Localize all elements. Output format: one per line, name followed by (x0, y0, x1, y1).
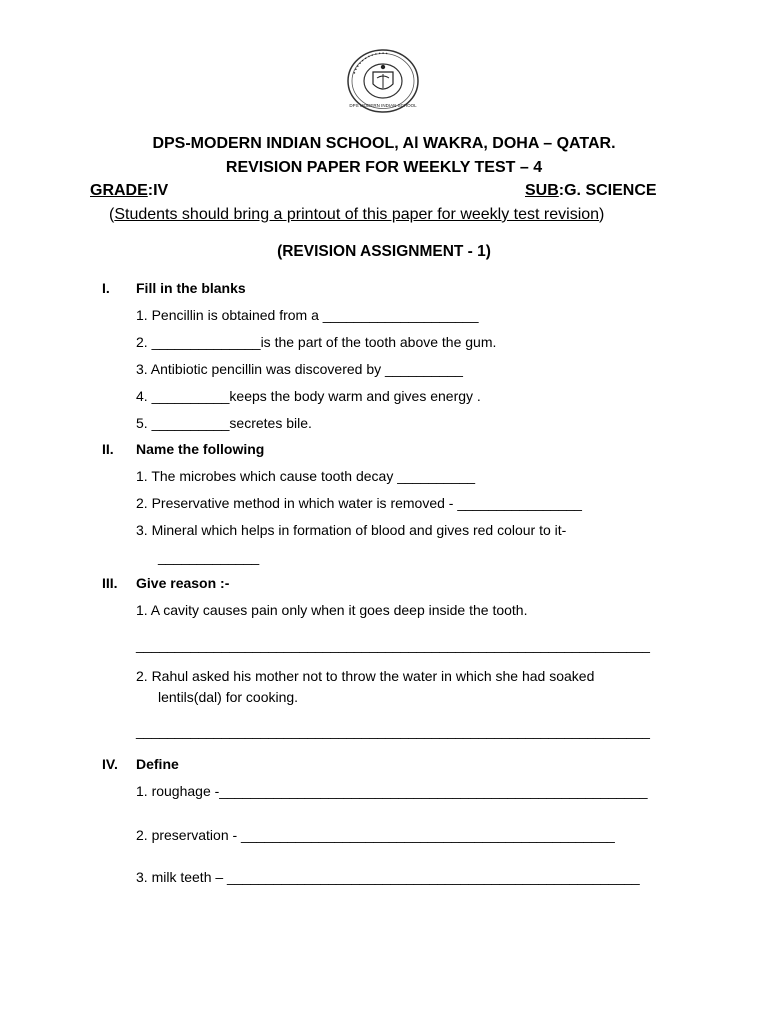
subject-value: :G. SCIENCE (558, 182, 657, 199)
section-4-number: IV. (102, 756, 118, 772)
grade-value: :IV (147, 182, 169, 199)
question-2-1: 1. The microbes which cause tooth decay __________ (136, 468, 476, 484)
grade-line (90, 182, 168, 200)
question-2-2: 2. Preservative method in which water is removed - ________________ (136, 495, 582, 511)
revision-note (109, 206, 604, 224)
question-1-3: 3. Antibiotic pencillin was discovered by __________ (136, 361, 463, 377)
school-name: DPS-MODERN INDIAN SCHOOL, Al WAKRA, DOHA – QATAR. (152, 135, 616, 152)
question-1-2: 2. ______________is the part of the tooth above the gum. (136, 334, 497, 350)
question-2-3: 3. Mineral which helps in formation of blood and gives red colour to it- (136, 522, 567, 538)
question-4-2: 2. preservation - ________________________________________________ (136, 827, 615, 843)
question-1-4: 4. __________keeps the body warm and gives energy . (136, 388, 481, 404)
subject-label: SUB (525, 182, 559, 199)
section-3-number: III. (102, 575, 118, 591)
question-4-3: 3. milk teeth – _____________________________________________________ (136, 869, 640, 885)
school-crest-logo (345, 48, 421, 114)
question-2-3-blank: _____________ (158, 549, 260, 565)
section-4-title: Define (136, 756, 179, 772)
note-open: ( (109, 206, 115, 223)
section-1-title: Fill in the blanks (136, 280, 246, 296)
crest-text: DPS MODERN INDIAN SCHOOL (349, 103, 417, 108)
question-1-1: 1. Pencillin is obtained from a ____________________ (136, 307, 479, 323)
note-close: ) (599, 206, 605, 223)
assignment-title: (REVISION ASSIGNMENT - 1) (277, 243, 491, 260)
section-2-title: Name the following (136, 441, 265, 457)
section-2-number: II. (102, 441, 114, 457)
question-4-1: 1. roughage -_______________________________________________________ (136, 783, 648, 799)
section-1-number: I. (102, 280, 110, 296)
question-3-2-line2: lentils(dal) for cooking. (158, 689, 299, 705)
paper-title: REVISION PAPER FOR WEEKLY TEST – 4 (225, 159, 543, 176)
question-3-1: 1. A cavity causes pain only when it goes deep inside the tooth. (136, 602, 528, 618)
note-text: Students should bring a printout of this paper for weekly test revision (114, 206, 600, 223)
grade-label: GRADE (90, 182, 148, 199)
answer-line-3-1: __________________________________________________________________ (136, 637, 650, 653)
svg-text:• • • • • • • • • • • •: • • • • • • • • • • • • (352, 50, 388, 75)
subject-line (525, 182, 657, 200)
answer-line-3-2: __________________________________________________________________ (136, 723, 650, 739)
question-1-5: 5. __________secretes bile. (136, 415, 312, 431)
question-3-2-line1: 2. Rahul asked his mother not to throw the water in which she had soaked (136, 668, 595, 684)
section-3-title: Give reason :- (136, 575, 230, 591)
